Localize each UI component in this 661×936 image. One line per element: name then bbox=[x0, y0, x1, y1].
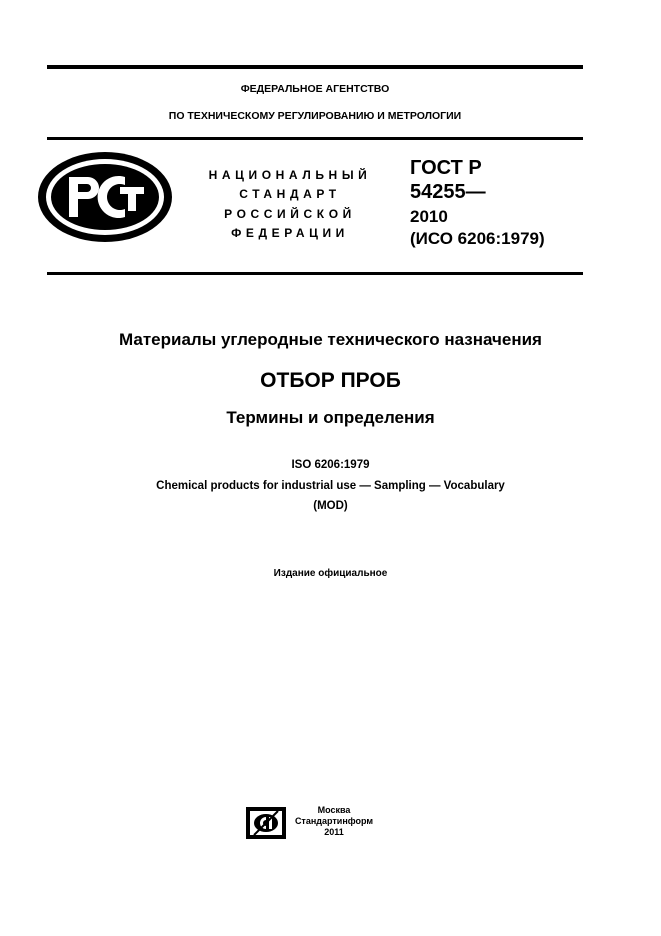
agency-line-2: ПО ТЕХНИЧЕСКОМУ РЕГУЛИРОВАНИЮ И МЕТРОЛОГИИ bbox=[168, 110, 462, 122]
standartinform-logo-icon bbox=[244, 805, 288, 841]
agency-line-1: ФЕДЕРАЛЬНОЕ АГЕНТСТВО bbox=[240, 83, 390, 95]
publisher-name: Стандартинформ bbox=[294, 816, 374, 826]
gost-r-emblem-icon bbox=[36, 150, 174, 244]
standard-iso-designation: (ИСО 6206:1979) bbox=[410, 229, 545, 248]
standard-type-line-4: ФЕДЕРАЦИИ bbox=[231, 226, 349, 240]
standard-type-line-2: СТАНДАРТ bbox=[239, 187, 341, 201]
iso-modification-degree: (MOD) bbox=[313, 500, 348, 512]
middle-rule bbox=[47, 137, 583, 140]
document-part-title: Термины и определения bbox=[226, 408, 435, 427]
standard-type-line-1: НАЦИОНАЛЬНЫЙ bbox=[208, 168, 372, 182]
edition-label: Издание официальное bbox=[273, 568, 388, 579]
iso-number: ISO 6206:1979 bbox=[291, 459, 370, 471]
iso-title: Chemical products for industrial use — Sampling — Vocabulary bbox=[156, 480, 505, 492]
document-title: Материалы углеродные технического назначения bbox=[119, 330, 542, 349]
publisher-city: Москва bbox=[317, 805, 351, 815]
document-subtitle: ОТБОР ПРОБ bbox=[260, 369, 401, 392]
publisher-block bbox=[292, 805, 376, 838]
standard-code: ГОСТ Р 54255— bbox=[410, 157, 486, 203]
standard-type-line-3: РОССИЙСКОЙ bbox=[224, 207, 356, 221]
publisher-year: 2011 bbox=[324, 827, 344, 837]
bottom-rule bbox=[47, 272, 583, 275]
top-rule bbox=[47, 65, 583, 69]
standard-year: 2010 bbox=[410, 207, 448, 226]
